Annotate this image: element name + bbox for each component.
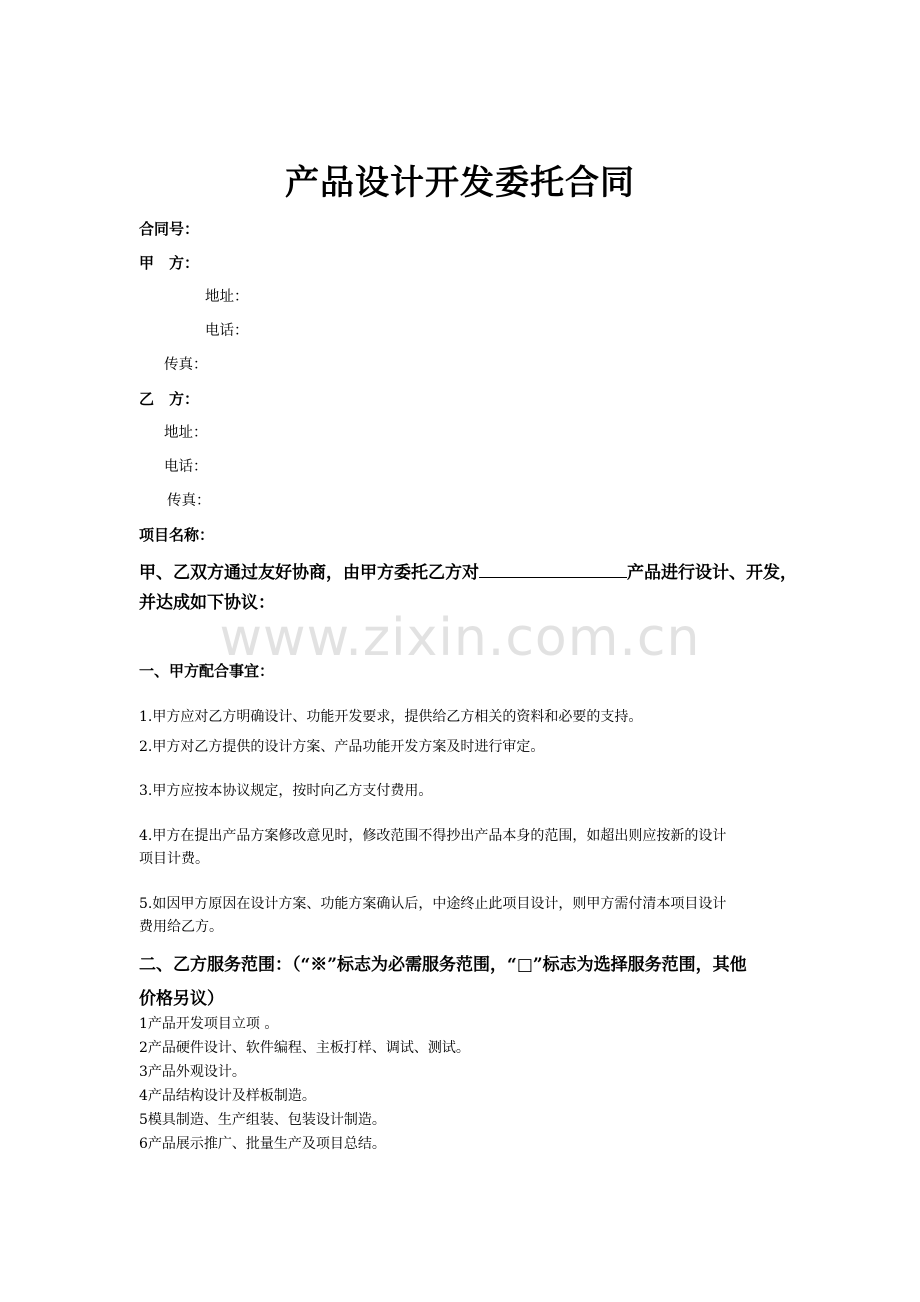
section-1-item: 费用给乙方。 xyxy=(139,919,223,935)
section-1-item: 4.甲方在提出产品方案修改意见时，修改范围不得抄出产品本身的范围，如超出则应按新的设计 xyxy=(139,828,727,844)
party-a-fax: 传真： xyxy=(164,357,208,373)
section-2-item: 3产品外观设计。 xyxy=(139,1064,246,1080)
section-1-item: 5.如因甲方原因在设计方案、功能方案确认后，中途终止此项目设计，则甲方需付清本项目设计 xyxy=(139,896,727,912)
intro-prefix: 甲、乙双方通过友好协商，由甲方委托乙方对 xyxy=(139,563,479,583)
section-2-item: 4产品结构设计及样板制造。 xyxy=(139,1088,316,1104)
document-title: 产品设计开发委托合同 xyxy=(285,163,635,203)
intro-line-2: 并达成如下协议： xyxy=(139,593,275,613)
section-1-item: 3.甲方应按本协议规定，按时向乙方支付费用。 xyxy=(139,783,433,799)
intro-line-1 xyxy=(139,561,797,582)
section-1-item: 2.甲方对乙方提供的设计方案、产品功能开发方案及时进行审定。 xyxy=(139,739,545,755)
section-2-item: 5模具制造、生产组装、包装设计制造。 xyxy=(139,1112,386,1128)
section-1-item: 项目计费。 xyxy=(139,851,209,867)
section-2-item: 2产品硬件设计、软件编程、主板打样、调试、测试。 xyxy=(139,1040,470,1056)
party-a-label: 甲 方： xyxy=(139,254,200,272)
contract-number-label: 合同号： xyxy=(139,220,200,238)
section-1-item: 1.甲方应对乙方明确设计、功能开发要求，提供给乙方相关的资料和必要的支持。 xyxy=(139,709,643,725)
section-2-item: 6产品展示推广、批量生产及项目总结。 xyxy=(139,1136,386,1152)
product-name-blank[interactable] xyxy=(479,561,627,578)
section-2-heading-line-1: 二、乙方服务范围：（“※”标志为必需服务范围，“□”标志为选择服务范围，其他 xyxy=(139,955,747,975)
party-b-fax: 传真： xyxy=(167,493,211,509)
section-2-heading-line-2: 价格另议） xyxy=(139,989,224,1009)
party-b-address: 地址： xyxy=(164,425,208,441)
section-2-item: 1产品开发项目立项 。 xyxy=(139,1016,279,1032)
party-a-address: 地址： xyxy=(205,289,249,305)
party-a-phone: 电话： xyxy=(205,323,249,339)
project-name-label: 项目名称： xyxy=(139,526,215,544)
party-b-phone: 电话： xyxy=(164,459,208,475)
section-1-heading: 一、甲方配合事宜： xyxy=(139,662,275,680)
watermark: www.zixin.com.cn xyxy=(219,608,701,668)
intro-suffix: 产品进行设计、开发， xyxy=(627,563,797,583)
party-b-label: 乙 方： xyxy=(139,390,200,408)
